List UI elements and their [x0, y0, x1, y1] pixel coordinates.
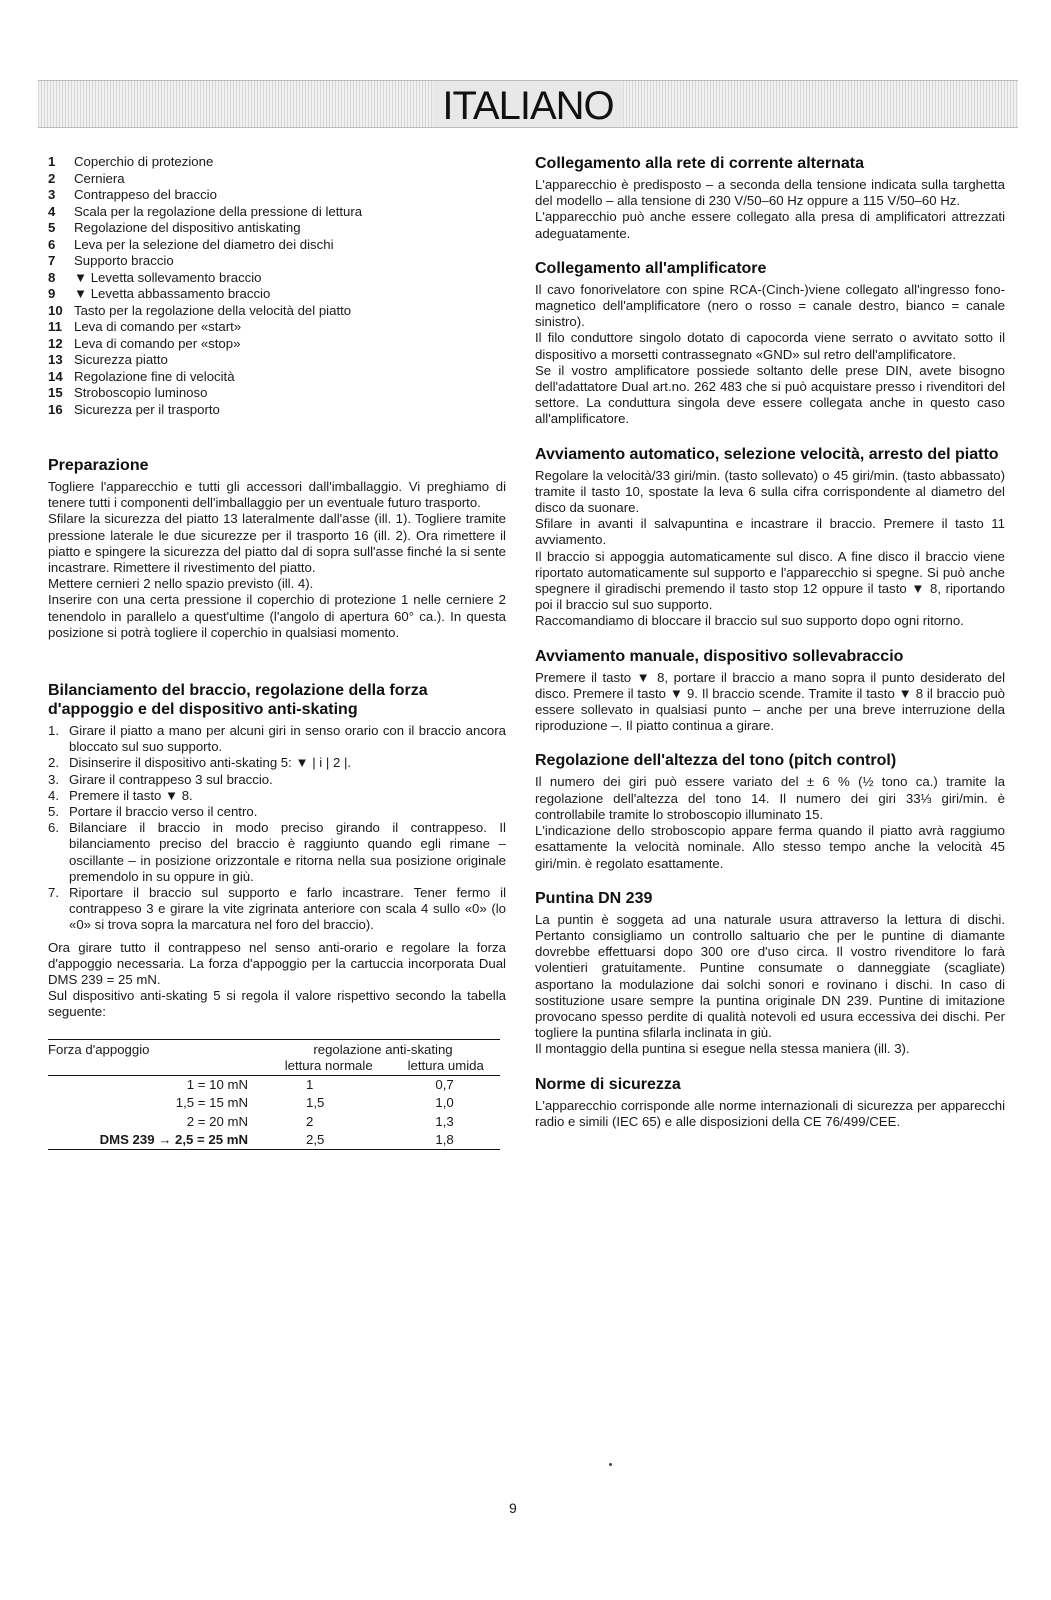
rete-heading: Collegamento alla rete di corrente alternata	[535, 155, 864, 172]
list-item: 1 Coperchio di protezione	[48, 154, 214, 169]
list-item: 2 Cerniera	[48, 170, 125, 186]
paragraph: L'indicazione dello stroboscopio appare ferma quando il piatto avrà raggiumo esattamente la velocità nominale. Allo stesso tempo anche la velocità 45 giri/min. è regolato esattamente.	[535, 823, 1005, 871]
list-item: 6. Bilanciare il braccio in modo preciso girando il contrappeso. Il bilanciamento preciso del braccio è raggiunto quando egli rimane – oscillante – in posizione orizzontale e ritorna nella sua posizione originale premendolo in su oppure in giù.	[48, 820, 506, 884]
anti-skating-table	[48, 1039, 500, 1150]
language-title: ITALIANO	[432, 81, 623, 127]
automatico-section	[535, 445, 1005, 630]
list-item: 8 ▼ Levetta sollevamento braccio	[48, 269, 262, 285]
pitch-heading: Regolazione dell'altezza del tono (pitch control)	[535, 752, 897, 770]
manuale-section	[535, 647, 1005, 735]
table-row: DMS 239 → 2,5 = 25 mN 2,5 1,8	[99, 1131, 454, 1147]
paragraph: Regolare la velocità/33 giri/min. (tasto sollevato) o 45 giri/min. (tasto abbassato) tramite il tasto 10, spostate la leva 6 sulla cifra corrispondente al diametro del disco da suonare.	[535, 467, 1005, 516]
amplificatore-heading: Collegamento all'amplificatore	[535, 259, 767, 277]
rete-section	[535, 154, 1005, 242]
paragraph: Inserire con una certa pressione il coperchio di protezione 1 nelle cerniere 2 tenendolo in parallelo a quest'ultime (l'angolo di apertura 60° ca.). In questa posizione si potrà togliere il coperchio in qualsiasi momento.	[48, 592, 506, 640]
paragraph: Il filo conduttore singolo dotato di capocorda viene serrato o avvitato sotto il dispositivo a morsetti contrassegnato «GND» sul retro dell'amplificatore.	[535, 330, 1005, 362]
list-item: 12 Leva di comando per «stop»	[48, 335, 241, 351]
amplificatore-section	[535, 259, 1005, 428]
paragraph: Il numero dei giri può essere variato del ± 6 % (½ tono ca.) tramite la regolazione dell'altezza del tono 14. Il numero dei giri 33⅓ giri/min. è controllabile tramite lo stroboscopio illuminato 15.	[535, 774, 1005, 822]
page-number: 9	[509, 1500, 517, 1516]
list-item: 15 Stroboscopio luminoso	[48, 385, 208, 400]
table-header: Forza d'appoggio	[48, 1041, 150, 1057]
table-row: 2 = 20 mN 2 1,3	[186, 1113, 454, 1129]
paragraph: Raccomandiamo di bloccare il braccio sul suo supporto dopo ogni ritorno.	[535, 613, 964, 629]
puntina-section	[535, 889, 1005, 1058]
list-item: 11 Leva di comando per «start»	[48, 319, 242, 334]
paragraph: Premere il tasto ▼ 8, portare il braccio a mano sopra il punto desiderato del disco. Premere il tasto ▼ 9. Il braccio scende. Tramite il tasto ▼ 8 il braccio può essere sollevato in qualsiasi punto – anche per una breve interruzione della riproduzione –. Il piatto continua a girare.	[535, 669, 1005, 734]
automatico-heading: Avviamento automatico, selezione velocità, arresto del piatto	[535, 445, 999, 463]
manuale-heading: Avviamento manuale, dispositivo sollevabraccio	[535, 647, 904, 665]
paragraph: Sfilare in avanti il salvapuntina e incastrare il braccio. Premere il tasto 11 avviamento.	[535, 516, 1005, 548]
sicurezza-section	[535, 1075, 1005, 1130]
paragraph: Togliere l'apparecchio e tutti gli accessori dall'imballaggio. Vi preghiamo di tenere tutti i componenti dell'imballaggio per un eventuale futuro trasporto.	[48, 479, 506, 511]
list-item: 14 Regolazione fine di velocità	[48, 368, 235, 384]
language-banner	[38, 80, 1018, 128]
list-item: 5. Portare il braccio verso il centro.	[48, 804, 258, 820]
parts-list	[48, 154, 506, 418]
sicurezza-heading: Norme di sicurezza	[535, 1075, 681, 1093]
puntina-heading: Puntina DN 239	[535, 889, 653, 907]
list-item: 1. Girare il piatto a mano per alcuni giri in senso orario con il braccio ancora bloccato sul suo supporto.	[48, 723, 506, 755]
list-item: 16 Sicurezza per il trasporto	[48, 401, 220, 417]
list-item: 3 Contrappeso del braccio	[48, 187, 217, 202]
table-subheader: lettura normale	[266, 1058, 391, 1076]
paragraph: Se il vostro amplificatore possiede soltanto delle prese DIN, avete bisogno dell'adattatore Dual art.no. 262 483 che si può acquistare presso i rivenditori del settore. La conduttura singola deve essere collegata anche in questo caso all'amplificatore.	[535, 362, 1005, 427]
paragraph: Il braccio si appoggia automaticamente sul disco. A fine disco il braccio viene riportato automaticamente sul supporto e l'apparecchio si spegne. Si può anche spegnere il giradischi premendo il tasto stop 12 oppure il tasto ▼ 8, riportando poi il braccio sul suo supporto.	[535, 548, 1005, 613]
list-item: 5 Regolazione del dispositivo antiskating	[48, 220, 301, 235]
list-item: 7 Supporto braccio	[48, 253, 174, 268]
list-item: 10 Tasto per la regolazione della velocità del piatto	[48, 302, 352, 318]
list-item: 3. Girare il contrappeso 3 sul braccio.	[48, 771, 273, 787]
preparazione-heading: Preparazione	[48, 457, 149, 474]
left-column	[48, 154, 506, 1167]
list-item: 6 Leva per la selezione del diametro dei dischi	[48, 236, 334, 252]
steps-list	[48, 723, 506, 934]
paragraph: L'apparecchio corrisponde alle norme internazionali di sicurezza per apparecchi radio e simili (IEC 65) e alle disposizioni della CE 76/499/CEE.	[535, 1097, 1005, 1129]
paragraph: L'apparecchio è predisposto – a seconda della tensione indicata sulla targhetta del modello – alla tensione di 230 V/50–60 Hz oppure a 115 V/50–60 Hz.	[535, 177, 1005, 209]
bilanciamento-heading: Bilanciamento del braccio, regolazione della forza d'appoggio e del dispositivo anti-skating	[48, 682, 428, 719]
pitch-section	[535, 751, 1005, 871]
paragraph: Il cavo fonorivelatore con spine RCA-(Cinch-)viene collegato all'ingresso fono-magnetico dell'amplificatore (nero o rosso = canale destro, bianco = canale sinistro).	[535, 281, 1005, 330]
table-row: 1 = 10 mN 1 0,7	[186, 1077, 454, 1093]
table-row: 1,5 = 15 mN 1,5 1,0	[175, 1095, 454, 1111]
paragraph: Mettere cernieri 2 nello spazio previsto (ill. 4).	[48, 576, 314, 592]
bilanciamento-section	[48, 681, 506, 1150]
paragraph: Sul dispositivo anti-skating 5 si regola il valore rispettivo secondo la tabella seguente:	[48, 988, 506, 1020]
paragraph: Sfilare la sicurezza del piatto 13 lateralmente dall'asse (ill. 1). Togliere tramite pressione laterale le due sicurezze per il trasporto 16 (ill. 2). Ora rimettere il piatto e spingere la sicurezza del piatto dal di sopra sull'asse finché la si sente incastrare. Rimettere il rivestimento del piatto.	[48, 511, 506, 576]
printing-dot	[609, 1463, 612, 1466]
table-header: regolazione anti-skating	[313, 1041, 453, 1057]
list-item: 13 Sicurezza piatto	[48, 352, 168, 367]
paragraph: L'apparecchio può anche essere collegato alla presa di amplificatori attrezzati adeguatamente.	[535, 209, 1005, 241]
list-item: 4 Scala per la regolazione della pressione di lettura	[48, 203, 363, 219]
preparazione-section	[48, 456, 506, 641]
list-item: 2. Disinserire il dispositivo anti-skating 5: ▼ | i | 2 |.	[48, 755, 352, 771]
table-subheader: lettura umida	[391, 1058, 500, 1076]
list-item: 9 ▼ Levetta abbassamento braccio	[48, 286, 271, 301]
paragraph: La puntin è soggeta ad una naturale usura attraverso la lettura di dischi. Pertanto consigliamo un controllo saltuario che per le puntine di diamante dovrebbe effettuarsi dopo 300 ore d'uso circa. Il vostro rivenditore lo farà volentieri gratuitamente. Puntine consumate o danneggiate (scagliate) asportano la modulazione dai solchi sonori e rovinano i dischi. In caso di sostituzione usare sempre la puntina originale DN 239. Puntine di imitazione provocano spesso perdite di qualità notevoli ed usura eccessiva dei dischi. Per togliere la puntina sfilarla inclinata in giù.	[535, 911, 1005, 1041]
list-item: 7. Riportare il braccio sul supporto e farlo incastrare. Tener fermo il contrappeso 3 e girare la vite zigrinata anteriore con scala 4 sullo «0» (lo «0» si trova sopra la marcatura nel foro del braccio).	[48, 885, 506, 933]
right-column	[535, 154, 1005, 1147]
list-item: 4. Premere il tasto ▼ 8.	[48, 787, 193, 803]
paragraph: Il montaggio della puntina si esegue nella stessa maniera (ill. 3).	[535, 1041, 910, 1057]
paragraph: Ora girare tutto il contrappeso nel senso anti-orario e regolare la forza d'appoggio necessaria. La forza d'appoggio per la cartuccia incorporata Dual DMS 239 = 25 mN.	[48, 939, 506, 988]
